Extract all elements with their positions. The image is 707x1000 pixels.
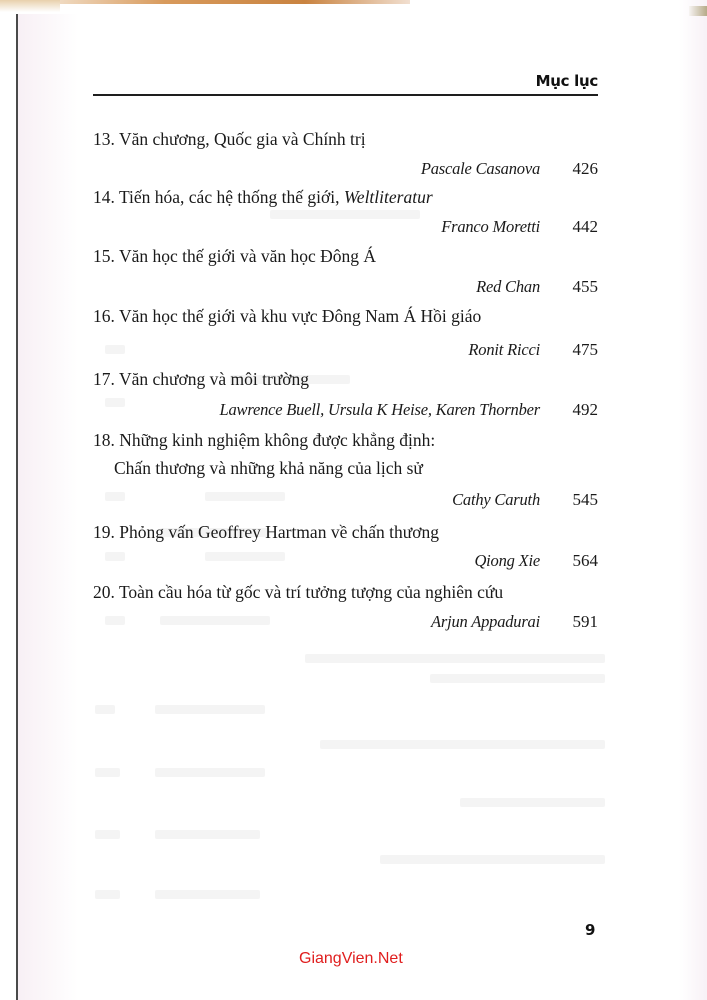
toc-entry-title-text: Tiến hóa, các hệ thống thế giới, — [118, 187, 344, 207]
toc-entry-title — [93, 245, 376, 267]
page-binding-line — [16, 14, 18, 1000]
page-right-shadow — [679, 0, 707, 1000]
toc-entry-title-text: Văn học thế giới và khu vực Đông Nam Á Hồi giáo — [118, 306, 482, 326]
toc-entry-number: 15. — [93, 246, 115, 266]
toc-entry-author: Qiong Xie — [474, 551, 540, 570]
toc-entry-page: 442 — [572, 217, 598, 236]
toc-entry-title-italic: Weltliteratur — [343, 187, 433, 207]
page-number: 9 — [585, 921, 596, 939]
toc-entry-number: 18. — [93, 430, 115, 450]
toc-entry-author: Pascale Casanova — [420, 159, 540, 178]
toc-entry-author: Arjun Appadurai — [431, 612, 540, 631]
toc-entry-author: Red Chan — [476, 277, 540, 296]
header-rule — [93, 94, 598, 96]
toc-entry-page: 492 — [572, 400, 598, 419]
toc-entry-number: 16. — [93, 306, 115, 326]
page-right-edge-mark — [689, 6, 707, 16]
toc-entry-number: 19. — [93, 522, 115, 542]
toc-entry-title — [93, 186, 433, 208]
toc-entry-author: Cathy Caruth — [452, 490, 540, 509]
toc-entry-author: Ronit Ricci — [468, 340, 540, 359]
toc-entry-page: 475 — [572, 340, 598, 359]
toc-entry-number: 20. — [93, 582, 115, 602]
running-header-title: Mục lục — [535, 72, 598, 90]
toc-entry-title-text: Phỏng vấn Geoffrey Hartman về chấn thương — [119, 522, 439, 542]
page-top-edge — [60, 0, 410, 4]
toc-entry-title — [93, 581, 503, 603]
toc-entry-title-text: Những kinh nghiệm không được khẳng định: — [119, 430, 436, 450]
toc-entry-page: 426 — [572, 159, 598, 178]
toc-entry-number: 13. — [93, 129, 115, 149]
toc-entry-title — [93, 305, 481, 327]
toc-entry-author: Lawrence Buell, Ursula K Heise, Karen Thornber — [219, 400, 540, 419]
toc-entry-title-text: Văn chương, Quốc gia và Chính trị — [118, 129, 366, 149]
toc-entry-author: Franco Moretti — [441, 217, 540, 236]
toc-entry-page: 545 — [572, 490, 598, 509]
toc-entry-title — [93, 128, 366, 150]
toc-entry-page: 591 — [572, 612, 598, 631]
toc-entry-number: 17. — [93, 369, 115, 389]
toc-entry-title-text: Toàn cầu hóa từ gốc và trí tưởng tượng của nghiên cứu — [118, 582, 504, 602]
toc-entry-title — [93, 368, 309, 390]
toc-entry-title-text: Văn học thế giới và văn học Đông Á — [118, 246, 377, 266]
toc-entry-title — [93, 429, 435, 479]
toc-entry-page: 564 — [572, 551, 598, 570]
toc-entry-page: 455 — [572, 277, 598, 296]
watermark-link[interactable]: GiangVien.Net — [299, 950, 403, 967]
toc-entry-title — [93, 521, 439, 543]
toc-entry-title-line2: Chấn thương và những khả năng của lịch sử — [114, 458, 423, 478]
page-binding-shadow — [18, 14, 78, 1000]
toc-entry-title-text: Văn chương và môi trường — [118, 369, 310, 389]
toc-entry-number: 14. — [93, 187, 115, 207]
page-corner-edge — [0, 0, 60, 12]
